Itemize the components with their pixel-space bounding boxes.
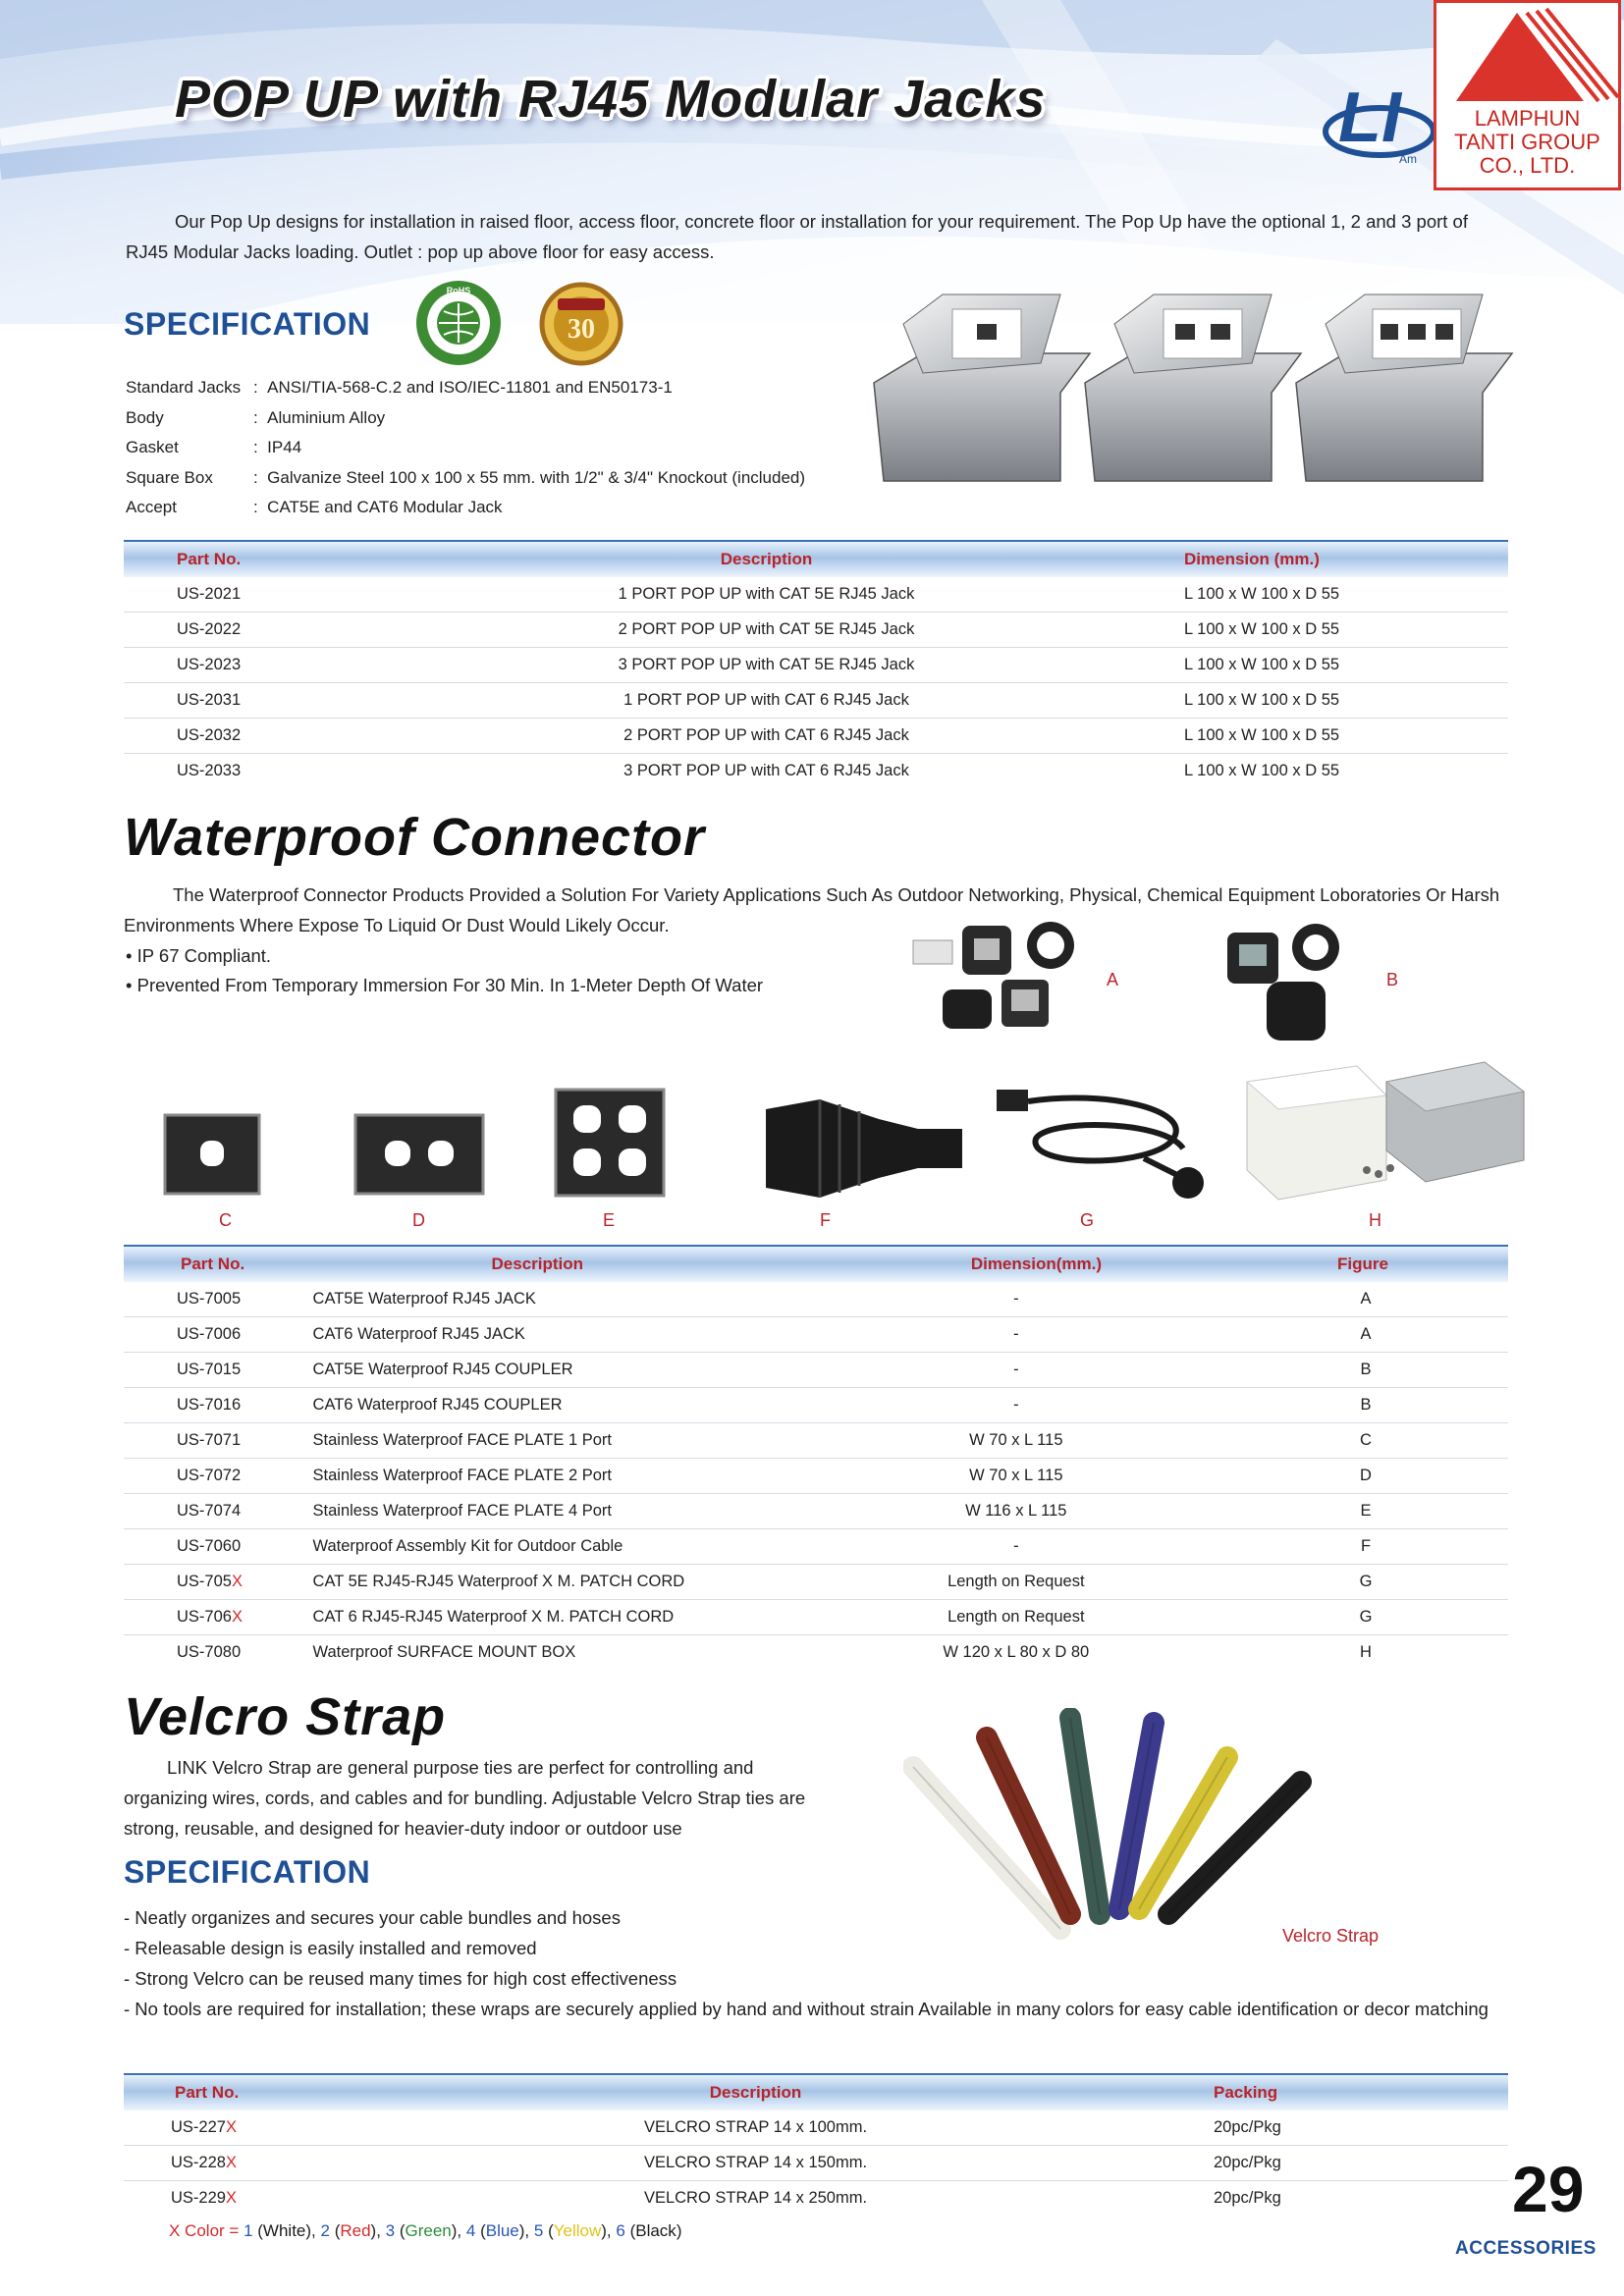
cell-part-no: US-2033 bbox=[177, 762, 242, 779]
table-row bbox=[124, 648, 1508, 683]
table-row bbox=[124, 683, 1508, 719]
figure-value: E bbox=[1360, 1502, 1372, 1520]
color-name: Blue bbox=[485, 2221, 519, 2240]
table-header-row bbox=[124, 541, 1508, 577]
col-part-no: Part No. bbox=[124, 1246, 313, 1282]
part-number: US-7060 bbox=[177, 1537, 242, 1555]
cell-figure bbox=[1223, 1565, 1508, 1600]
part-number: US-228 bbox=[171, 2154, 226, 2171]
color-name: Black bbox=[635, 2221, 677, 2240]
cell-dimension bbox=[889, 1494, 1223, 1529]
waterproof-bullet-1: • IP 67 Compliant. bbox=[126, 945, 272, 966]
cell-description: VELCRO STRAP 14 x 250mm. bbox=[643, 2189, 868, 2207]
table-row bbox=[124, 2181, 1508, 2216]
part-number: US-227 bbox=[171, 2118, 226, 2136]
table-row bbox=[124, 2110, 1508, 2146]
cell-dimension bbox=[889, 1459, 1223, 1494]
dimension-value: - bbox=[1013, 1290, 1019, 1308]
rohs-badge-icon bbox=[414, 279, 503, 367]
cell-dimension bbox=[889, 1282, 1223, 1317]
cell-dimension: L 100 x W 100 x D 55 bbox=[1184, 683, 1508, 719]
popup-product-image bbox=[864, 285, 1532, 501]
brand-mark-icon bbox=[1321, 61, 1438, 169]
figure-value: D bbox=[1360, 1467, 1372, 1484]
part-number: US-7072 bbox=[177, 1467, 242, 1484]
dimension-value: Length on Request bbox=[947, 1573, 1085, 1590]
color-name: Yellow bbox=[553, 2221, 602, 2240]
figure-label-f: F bbox=[820, 1210, 831, 1230]
section-footer: ACCESSORIES bbox=[1455, 2238, 1597, 2259]
color-number: 1 bbox=[244, 2221, 253, 2240]
table-row bbox=[124, 1353, 1508, 1388]
dimension-value: W 116 x L 115 bbox=[965, 1502, 1067, 1520]
table-row bbox=[124, 754, 1508, 789]
cell-figure bbox=[1223, 1388, 1508, 1423]
cell-part-no: US-2022 bbox=[124, 613, 349, 648]
figure-value: A bbox=[1360, 1325, 1372, 1343]
velcro-bullet: - Neatly organizes and secures your cable bundles and hoses bbox=[124, 1907, 621, 1928]
color-note-prefix: X Color = bbox=[169, 2221, 244, 2240]
figure-value: G bbox=[1359, 1573, 1373, 1590]
table-row bbox=[124, 1282, 1508, 1317]
dimension-value: - bbox=[1013, 1537, 1019, 1555]
spec-row: Accept : CAT5E and CAT6 Modular Jack bbox=[126, 498, 503, 517]
svg-text:30: 30 bbox=[568, 314, 595, 345]
svg-text:LI: LI bbox=[1338, 79, 1401, 157]
dimension-value: W 120 x L 80 x D 80 bbox=[943, 1643, 1090, 1661]
cell-packing: 20pc/Pkg bbox=[1164, 2146, 1508, 2181]
figure-label-b: B bbox=[1386, 970, 1399, 989]
triangle-logo-icon bbox=[1436, 3, 1618, 111]
table-header-row bbox=[124, 1246, 1508, 1282]
part-suffix: X bbox=[231, 1608, 243, 1626]
part-suffix: X bbox=[225, 2118, 237, 2136]
table-row bbox=[124, 1494, 1508, 1529]
waterproof-table bbox=[124, 1245, 1508, 1670]
waterproof-bullet-2: • Prevented From Temporary Immersion For 30 Min. In 1-Meter Depth Of Water bbox=[126, 975, 764, 995]
cell-description: 3 PORT POP UP with CAT 6 RJ45 Jack bbox=[623, 762, 909, 779]
figure-e-image bbox=[554, 1088, 666, 1198]
velcro-intro: LINK Velcro Strap are general purpose ties are perfect for controlling and organizing wires, cords, and cables and for bundling. Adjustable Velcro Strap ties are strong, reusable, and designed for heavier-duty indoor or outdoor use bbox=[124, 1757, 806, 1839]
company-logo-text bbox=[1436, 107, 1618, 178]
figure-value: H bbox=[1360, 1643, 1372, 1661]
waterproof-intro: The Waterproof Connector Products Provided a Solution For Variety Applications Such As Outdoor Networking, Physical, Chemical Equipment Loboratories Or Harsh Environments Where Expose To Liquid Or Dust Would Likely Occur. bbox=[124, 884, 1500, 935]
part-suffix: X bbox=[231, 1573, 243, 1590]
cell-dimension bbox=[889, 1529, 1223, 1565]
cell-packing: 20pc/Pkg bbox=[1214, 2189, 1281, 2207]
col-dimension: Dimension (mm.) bbox=[1184, 541, 1508, 577]
cell-description: CAT 6 RJ45-RJ45 Waterproof X M. PATCH CORD bbox=[313, 1600, 889, 1635]
cell-part-no bbox=[124, 1423, 313, 1459]
cell-description: Stainless Waterproof FACE PLATE 2 Port bbox=[313, 1459, 889, 1494]
color-note: X Color = 1 (White), 2 (Red), 3 (Green), 4 (Blue), 5 (Yellow), 6 (Black) bbox=[169, 2221, 682, 2240]
cell-description: 1 PORT POP UP with CAT 5E RJ45 Jack bbox=[349, 577, 1184, 613]
cell-dimension bbox=[889, 1317, 1223, 1353]
waterproof-title: Waterproof Connector bbox=[124, 808, 706, 867]
popup-intro: Our Pop Up designs for installation in raised floor, access floor, concrete floor or installation for your requirement. The Pop Up have the optional 1, 2 and 3 port of RJ45 Modular Jacks loading. Outlet : pop up above floor for easy access. bbox=[126, 211, 1468, 262]
cell-figure bbox=[1223, 1600, 1508, 1635]
table-row bbox=[124, 1459, 1508, 1494]
figure-c-image bbox=[163, 1113, 261, 1196]
cell-part-no bbox=[124, 1353, 313, 1388]
col-packing: Packing bbox=[1164, 2074, 1508, 2110]
cell-figure bbox=[1223, 1459, 1508, 1494]
col-description: Description bbox=[313, 1246, 889, 1282]
cell-part-no bbox=[124, 1282, 313, 1317]
velcro-bullet-list bbox=[124, 1902, 1498, 2024]
cell-part-no bbox=[124, 2146, 347, 2181]
page-title: POP UP with RJ45 Modular Jacks bbox=[175, 70, 1047, 129]
part-number: US-7006 bbox=[177, 1325, 242, 1343]
part-number: US-7005 bbox=[177, 1290, 242, 1308]
figure-value: B bbox=[1360, 1361, 1372, 1378]
cell-description: VELCRO STRAP 14 x 150mm. bbox=[347, 2146, 1164, 2181]
cell-figure bbox=[1223, 1635, 1508, 1671]
table-row bbox=[124, 719, 1508, 754]
figure-value: F bbox=[1360, 1537, 1372, 1555]
figure-value: A bbox=[1360, 1290, 1372, 1308]
cell-figure bbox=[1223, 1317, 1508, 1353]
velcro-bullet: - Releasable design is easily installed and removed bbox=[124, 1938, 537, 1958]
table-row bbox=[124, 1565, 1508, 1600]
part-number: US-7015 bbox=[177, 1361, 242, 1378]
cell-part-no: US-2021 bbox=[124, 577, 349, 613]
part-number: US-7016 bbox=[177, 1396, 242, 1414]
cell-description: Waterproof Assembly Kit for Outdoor Cable bbox=[313, 1529, 889, 1565]
figure-f-image bbox=[761, 1090, 967, 1200]
col-figure: Figure bbox=[1223, 1246, 1508, 1282]
cell-part-no bbox=[124, 1529, 313, 1565]
cell-dimension: L 100 x W 100 x D 55 bbox=[1184, 577, 1508, 613]
color-number: 6 bbox=[616, 2221, 625, 2240]
dimension-value: W 70 x L 115 bbox=[969, 1431, 1063, 1449]
velcro-image-label: Velcro Strap bbox=[1282, 1926, 1380, 1946]
cell-description: CAT6 Waterproof RJ45 COUPLER bbox=[313, 1388, 889, 1423]
velcro-title: Velcro Strap bbox=[124, 1687, 447, 1746]
warranty-badge-icon bbox=[536, 279, 626, 367]
cell-part-no: US-2031 bbox=[124, 683, 349, 719]
dimension-value: - bbox=[1013, 1361, 1019, 1378]
color-number: 5 bbox=[533, 2221, 544, 2240]
cell-dimension bbox=[889, 1600, 1223, 1635]
cell-packing: 20pc/Pkg bbox=[1164, 2110, 1508, 2146]
popup-spec-heading: SPECIFICATION bbox=[124, 306, 371, 342]
figure-b-image bbox=[1218, 923, 1375, 1050]
cell-figure bbox=[1223, 1529, 1508, 1565]
cell-description: VELCRO STRAP 14 x 100mm. bbox=[347, 2110, 1164, 2146]
velcro-strap-edge bbox=[1168, 1782, 1301, 1914]
figure-value: C bbox=[1360, 1431, 1372, 1449]
figure-label-g: G bbox=[1080, 1210, 1095, 1230]
color-name: White bbox=[262, 2221, 306, 2240]
cell-dimension bbox=[889, 1353, 1223, 1388]
table-row bbox=[124, 1529, 1508, 1565]
figure-a-image bbox=[903, 921, 1129, 1048]
cell-description: CAT 5E RJ45-RJ45 Waterproof X M. PATCH CORD bbox=[313, 1565, 889, 1600]
color-number: 4 bbox=[465, 2221, 476, 2240]
popup-table bbox=[124, 540, 1508, 788]
figure-label-e: E bbox=[603, 1210, 616, 1230]
cell-figure bbox=[1223, 1494, 1508, 1529]
cell-description: Waterproof SURFACE MOUNT BOX bbox=[312, 1643, 576, 1661]
cell-part-no bbox=[124, 2110, 347, 2146]
spec-row: Gasket : IP44 bbox=[126, 438, 302, 457]
cell-dimension bbox=[889, 1565, 1223, 1600]
page-number: 29 bbox=[1512, 2153, 1585, 2225]
part-suffix: X bbox=[225, 2189, 237, 2207]
part-number: US-7071 bbox=[177, 1431, 242, 1449]
cell-part-no bbox=[124, 1459, 313, 1494]
color-number: 2 bbox=[320, 2221, 330, 2240]
dimension-value: - bbox=[1013, 1396, 1019, 1414]
cell-part-no: US-2023 bbox=[124, 648, 349, 683]
figure-value: G bbox=[1359, 1608, 1373, 1626]
figure-h-image bbox=[1239, 1052, 1529, 1205]
part-number: US-229 bbox=[171, 2189, 226, 2207]
dimension-value: Length on Request bbox=[947, 1608, 1085, 1626]
figure-label-c: C bbox=[219, 1210, 232, 1230]
brand-mark-text: Am bbox=[1399, 152, 1417, 166]
velcro-bullet: - Strong Velcro can be reused many times for high cost effectiveness bbox=[124, 1968, 677, 1989]
popup-box-3 bbox=[1296, 294, 1512, 481]
popup-box-2 bbox=[1085, 294, 1301, 481]
table-row bbox=[124, 577, 1508, 613]
part-suffix: X bbox=[225, 2154, 237, 2171]
cell-dimension bbox=[889, 1635, 1223, 1671]
spec-row: Body : Aluminium Alloy bbox=[126, 407, 386, 427]
cell-description: 2 PORT POP UP with CAT 5E RJ45 Jack bbox=[349, 613, 1184, 648]
dimension-value: W 70 x L 115 bbox=[969, 1467, 1063, 1484]
svg-text:RoHS: RoHS bbox=[446, 286, 471, 295]
table-row bbox=[124, 2146, 1508, 2181]
figure-label-a: A bbox=[1107, 970, 1119, 989]
table-row bbox=[124, 1600, 1508, 1635]
table-row bbox=[124, 1317, 1508, 1353]
cell-description: CAT5E Waterproof RJ45 COUPLER bbox=[313, 1353, 889, 1388]
velcro-table bbox=[124, 2073, 1508, 2216]
color-name: Green bbox=[405, 2221, 452, 2240]
cell-description: 1 PORT POP UP with CAT 6 RJ45 Jack bbox=[349, 683, 1184, 719]
cell-part-no bbox=[124, 1635, 313, 1671]
figure-g-image bbox=[987, 1080, 1213, 1202]
cell-dimension: L 100 x W 100 x D 55 bbox=[1184, 762, 1340, 779]
table-header-row bbox=[124, 2074, 1508, 2110]
cell-part-no bbox=[124, 1565, 313, 1600]
popup-box-1 bbox=[874, 294, 1090, 481]
spec-row: Standard Jacks : ANSI/TIA-568-C.2 and ISO/IEC-11801 and EN50173-1 bbox=[126, 378, 673, 398]
cell-dimension: L 100 x W 100 x D 55 bbox=[1184, 648, 1508, 683]
part-number: US-7080 bbox=[177, 1643, 242, 1661]
spec-row: Square Box : Galvanize Steel 100 x 100 x 55 mm. with 1/2" & 3/4" Knockout (included) bbox=[126, 467, 806, 487]
table-row bbox=[124, 1423, 1508, 1459]
figure-label-d: D bbox=[412, 1210, 425, 1230]
dimension-value: - bbox=[1013, 1325, 1019, 1343]
cell-figure bbox=[1223, 1282, 1508, 1317]
cell-dimension bbox=[889, 1423, 1223, 1459]
cell-dimension: L 100 x W 100 x D 55 bbox=[1184, 613, 1508, 648]
cell-figure bbox=[1223, 1353, 1508, 1388]
part-number: US-706 bbox=[177, 1608, 232, 1626]
logo-line-3: CO., LTD. bbox=[1479, 153, 1576, 178]
cell-part-no bbox=[124, 1388, 313, 1423]
col-description: Description bbox=[349, 541, 1184, 577]
col-dimension: Dimension(mm.) bbox=[889, 1246, 1223, 1282]
part-number: US-705 bbox=[177, 1573, 232, 1590]
cell-description: CAT5E Waterproof RJ45 JACK bbox=[313, 1282, 889, 1317]
velcro-spec-heading: SPECIFICATION bbox=[124, 1854, 371, 1890]
cell-description: CAT6 Waterproof RJ45 JACK bbox=[313, 1317, 889, 1353]
cell-dimension: L 100 x W 100 x D 55 bbox=[1184, 719, 1508, 754]
figure-label-h: H bbox=[1369, 1210, 1381, 1230]
table-row bbox=[124, 1388, 1508, 1423]
cell-part-no bbox=[124, 1317, 313, 1353]
logo-line-1: LAMPHUN bbox=[1474, 106, 1581, 131]
figure-d-image bbox=[353, 1113, 485, 1196]
col-part-no: Part No. bbox=[124, 2074, 347, 2110]
color-number: 3 bbox=[385, 2221, 396, 2240]
cell-description: Stainless Waterproof FACE PLATE 4 Port bbox=[313, 1494, 889, 1529]
velcro-bullet: - No tools are required for installation; these wraps are securely applied by hand and without strain Available in many colors for easy cable identification or decor matching bbox=[124, 1999, 1489, 2019]
popup-spec-list bbox=[126, 373, 805, 523]
cell-part-no bbox=[124, 1494, 313, 1529]
cell-dimension bbox=[889, 1388, 1223, 1423]
color-name: Red bbox=[340, 2221, 371, 2240]
logo-line-2: TANTI GROUP bbox=[1454, 130, 1600, 154]
cell-part-no: US-2032 bbox=[124, 719, 349, 754]
col-description: Description bbox=[347, 2074, 1164, 2110]
cell-description: 3 PORT POP UP with CAT 5E RJ45 Jack bbox=[349, 648, 1184, 683]
cell-description: Stainless Waterproof FACE PLATE 1 Port bbox=[313, 1423, 889, 1459]
cell-figure bbox=[1223, 1423, 1508, 1459]
cell-description: 2 PORT POP UP with CAT 6 RJ45 Jack bbox=[349, 719, 1184, 754]
cell-part-no bbox=[124, 2181, 347, 2216]
table-row bbox=[124, 1635, 1508, 1671]
company-logo bbox=[1434, 0, 1621, 190]
cell-part-no bbox=[124, 1600, 313, 1635]
col-part-no: Part No. bbox=[124, 541, 349, 577]
figure-value: B bbox=[1360, 1396, 1372, 1414]
table-row bbox=[124, 613, 1508, 648]
part-number: US-7074 bbox=[177, 1502, 242, 1520]
